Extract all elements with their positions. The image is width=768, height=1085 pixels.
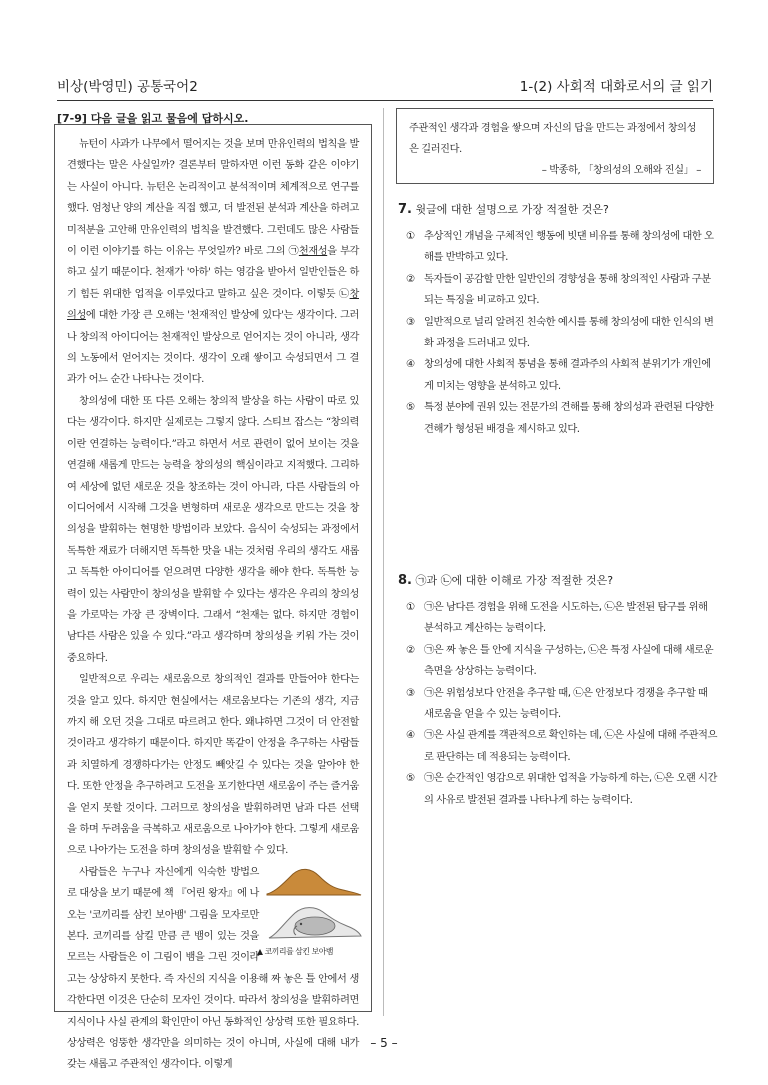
continuation-text: 주관적인 생각과 경험을 쌓으며 자신의 답을 만드는 과정에서 창의성은 길러진다. — [409, 123, 697, 155]
answer-option[interactable]: ③ 일반적으로 널리 알려진 친숙한 예시를 통해 창의성에 대한 인식의 변화 과정을 드러내고 있다. — [406, 315, 714, 350]
answer-option[interactable]: ⑤ 특정 분야에 권위 있는 전문가의 견해를 통해 창의성과 관련된 다양한 견해가 형성된 배경을 제시하고 있다. — [406, 401, 714, 435]
answer-option[interactable]: ④ ㉠은 사실 관계를 객관적으로 확인하는 데, ㉡은 사실에 대해 주관적으로 판단하는 데 적용되는 능력이다. — [406, 729, 717, 763]
answer-option[interactable]: ② ㉠은 짜 놓은 틀 안에 지식을 구성하는, ㉡은 특정 사실에 대해 새로운 측면을 상상하는 능력이다. — [406, 643, 714, 678]
answer-option[interactable]: ① ㉠은 남다른 경험을 위해 도전을 시도하는, ㉡은 발전된 탐구를 위해 분석하고 계산하는 능력이다. — [406, 601, 708, 635]
answer-option[interactable]: ③ ㉠은 위험성보다 안전을 추구할 때, ㉡은 안정보다 경쟁을 추구할 때 새로움을 얻을 수 있는 능력이다. — [406, 686, 708, 721]
header-divider — [57, 100, 713, 101]
answer-option[interactable]: ① 추상적인 개념을 구체적인 행동에 빗댄 비유를 통해 창의성에 대한 오해를 반박하고 있다. — [406, 230, 714, 264]
textbook-title: 비상(박영민) 공통국어2 — [57, 79, 198, 95]
answer-option[interactable]: ② 독자들이 공감할 만한 일반인의 경향성을 통해 창의적인 사람과 구분되는 특징을 비교하고 있다. — [406, 272, 711, 307]
reading-passage — [54, 124, 372, 1071]
question-7-stem: 7. 윗글에 대한 설명으로 가장 적절한 것은? — [398, 202, 609, 217]
passage-continuation — [396, 108, 714, 184]
page-number: – 5 – — [370, 1036, 398, 1050]
boa-constrictor-figure — [257, 866, 363, 956]
answer-option[interactable]: ④ 창의성에 대한 사회적 통념을 통해 결과주의 사회적 분위기가 개인에게 미치는 영향을 분석하고 있다. — [406, 358, 711, 392]
column-divider — [383, 108, 384, 1016]
boa-hat-illustration — [265, 866, 363, 940]
unit-title: 1-(2) 사회적 대화로서의 글 읽기 — [519, 79, 713, 95]
question-8-stem: 8. ㉠과 ㉡에 대한 이해로 가장 적절한 것은? — [398, 573, 614, 588]
answer-option[interactable]: ⑤ ㉠은 순간적인 영감으로 위대한 업적을 가능하게 하는, ㉡은 오랜 시간의 사유로 발전된 결과를 나타나게 하는 능력이다. — [406, 772, 717, 806]
passage-paragraph-4: ▲ 코끼리를 삼킨 보아뱀 사람들은 누구나 자신에게 익숙한 방법으로 대상을 보기 때문에 책 『어린 왕자』에 나오는 '코끼리를 삼킨 보아뱀' 그림을 모자로만 본다. 코끼리를 삼킬 만큼 큰 뱀이 있는 것을 모르는 사람들은 이 그림이 뱀을 그린 것이라고는 상상하지 못한다. 즉 자신의 지식을 이용해 짜 놓은 틀 안에서 생각한다면 이것은 단순히 모자인 것이다. 따라서 창의성을 발휘하려면 지식이나 사실 관계의 확인만이 아닌 동화적인 상상력 또한 필요하다. 상상력은 엉뚱한 생각만을 의미하는 것이 아니며, 사실에 대해 내가 갖는 새롭고 주관적인 생각이다. 이렇게 — [67, 862, 359, 1076]
figure-caption: ▲ 코끼리를 삼킨 보아뱀 — [257, 946, 334, 956]
passage-paragraph-2: 창의성에 대한 또 다른 오해는 창의적 발상을 하는 사람이 따로 있다는 생각이다. 하지만 실제로는 그렇지 않다. 스티브 잡스는 “창의력이란 연결하는 능력이다.”라고 하면서 서로 관련이 없어 보이는 것을 연결해 새롭게 만드는 능력을 창의성의 핵심이라고 지적했다. 그리하여 세상에 없던 새로운 것을 창조하는 것이 아니라, 다른 사람들의 아이디어에서 시작해 그것을 변형하며 새로운 생각으로 만드는 것을 창의성을 발휘하는 현명한 방법이라 보았다. 음식이 숙성되는 과정에서 독특한 재료가 더해지면 독특한 맛을 내는 것처럼 우리의 생각도 새롭고 독특한 아이디어를 얻으려면 다양한 생각을 해야 한다. 독특한 능력이 있는 사람만이 창의성을 발휘할 수 있다는 생각은 우리의 창의성을 가로막는 가장 큰 장벽이다. 그래서 “천재는 없다. 하지만 경험이 남다른 사람은 있을 수 있다.”라고 생각하며 창의성을 키워 가는 것이 중요하다. — [67, 395, 359, 664]
passage-source: – 박종하, 「창의성의 오해와 진실」 – — [541, 165, 701, 176]
page-header — [57, 75, 713, 97]
passage-paragraph-3: 일반적으로 우리는 새로움으로 창의적인 결과를 만들어야 한다는 것을 알고 있다. 하지만 현실에서는 새로움보다는 기존의 생각, 지금까지 해 오던 것을 그대로 따르려고 한다. 왜냐하면 그것이 더 안전할 것이라고 생각하기 때문이다. 하지만 똑같이 안정을 추구하는 사람들과 치열하게 경쟁하다가는 안정도 빼앗길 수 있다는 것을 알아야 한다. 또한 안정을 추구하려고 도전을 포기한다면 새로움이 주는 즐거움을 얻지 못할 것이다. 그러므로 창의성을 발휘하려면 남과 다른 선택을 하며 두려움을 극복하고 새로움으로 나아가야 한다. 그렇게 새로움으로 나아가는 도전을 하며 창의성을 발휘할 수 있다. — [67, 674, 359, 857]
question-7 — [398, 200, 718, 440]
underlined-term-b: 창의성 — [67, 288, 359, 322]
passage-paragraph-1: 뉴턴이 사과가 나무에서 떨어지는 것을 보며 만유인력의 법칙을 발견했다는 말은 사실일까? 결론부터 말하자면 이런 동화 같은 이야기는 사실이 아니다. 뉴턴은 논리적이고 분석적이며 체계적으로 연구를 했다. 엄청난 양의 계산을 직접 했고, 더 발전된 분석과 계산을 하려고 미적분을 고안해 만유인력의 법칙을 발견했다. 그런데도 많은 사람들이 이런 이야기를 하는 이유는 무엇일까? 바로 그의 ㉠천재성을 부각하고 싶기 때문이다. 천재가 '아하' 하는 영감을 받아서 일반인들은 하기 힘든 위대한 업적을 이루었다고 말하고 싶은 것이다. 이렇듯 ㉡창의성에 대한 가장 큰 오해는 '천재적인 발상에 있다'는 생각이다. 그러나 창의적 아이디어는 천재적인 발상으로 얻어지는 것이 아니라, 생각의 노동에서 얻어지는 것이다. 생각이 오래 쌓이고 숙성되면서 그 결과가 어느 순간 나타나는 것이다. — [67, 139, 359, 386]
question-8 — [398, 571, 718, 811]
underlined-term-a: 천재성 — [298, 246, 328, 258]
question-7-options — [398, 226, 718, 440]
question-range-heading: [7-9] 다음 글을 읽고 물음에 답하시오. — [57, 112, 249, 125]
question-8-options — [398, 597, 718, 811]
